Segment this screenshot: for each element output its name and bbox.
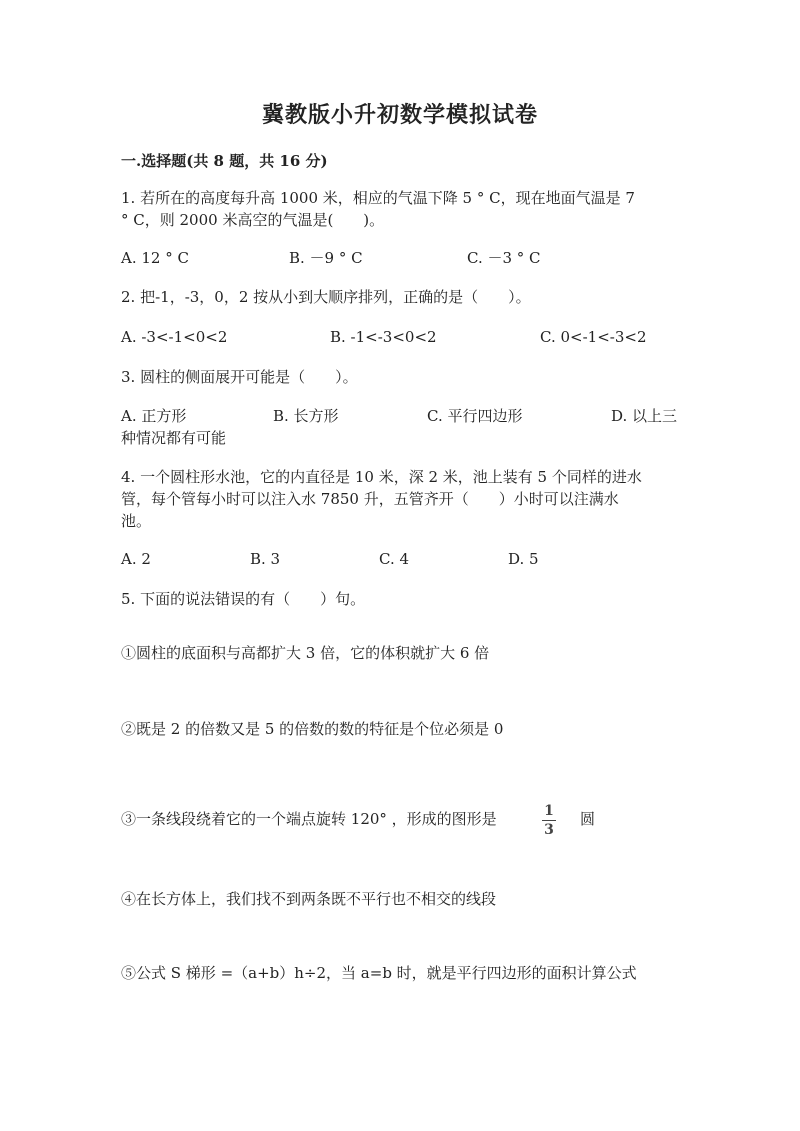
- question-3-text: 3. 圆柱的侧面展开可能是（ ）。: [121, 368, 358, 386]
- page-title: 冀教版小升初数学模拟试卷: [261, 102, 538, 128]
- fraction-denominator: 3: [544, 822, 554, 838]
- question-5-statement-5: ⑤公式 S 梯形 =（a+b）h÷2，当 a=b 时，就是平行四边形的面积计算公式: [121, 964, 637, 982]
- question-4-option-a: A. 2: [121, 550, 151, 568]
- question-4-line-1: 4. 一个圆柱形水池，它的内直径是 10 米，深 2 米，池上装有 5 个同样的进水: [121, 468, 642, 486]
- question-2-option-b: B. -1<-3<0<2: [330, 328, 437, 346]
- question-2-option-c: C. 0<-1<-3<2: [540, 328, 647, 346]
- question-4-option-b: B. 3: [250, 550, 281, 568]
- fraction-one-third: [540, 803, 558, 838]
- fraction-bar: [542, 820, 556, 821]
- question-1-line-1: 1. 若所在的高度每升高 1000 米，相应的气温下降 5 ° C，现在地面气温是 7: [121, 189, 635, 207]
- question-1-option-a: A. 12 ° C: [121, 249, 189, 267]
- question-4-line-2: 管，每个管每小时可以注入水 7850 升，五管齐开（ ）小时可以注满水: [121, 490, 619, 508]
- question-5-statement-3-end: 圆: [580, 810, 596, 828]
- question-5-statement-3: ③一条线段绕着它的一个端点旋转 120° ，形成的图形是: [121, 810, 497, 828]
- section-heading: 一.选择题(共 8 题，共 16 分): [121, 152, 328, 170]
- question-2-text: 2. 把-1，-3，0，2 按从小到大顺序排列，正确的是（ ）。: [121, 288, 531, 306]
- question-3-option-b: B. 长方形: [273, 407, 339, 425]
- fraction-numerator: 1: [544, 803, 554, 819]
- question-1-option-c: C. －3 ° C: [467, 249, 541, 267]
- question-1-line-2: ° C，则 2000 米高空的气温是( )。: [121, 211, 385, 229]
- question-2-option-a: A. -3<-1<0<2: [121, 328, 228, 346]
- question-4-option-d: D. 5: [508, 550, 539, 568]
- question-5-statement-2: ②既是 2 的倍数又是 5 的倍数的数的特征是个位必须是 0: [121, 720, 504, 738]
- question-3-option-d-continued: 种情况都有可能: [121, 429, 227, 447]
- question-5-statement-4: ④在长方体上，我们找不到两条既不平行也不相交的线段: [121, 890, 497, 908]
- question-5-text: 5. 下面的说法错误的有（ ）句。: [121, 590, 366, 608]
- question-4-line-3: 池。: [121, 512, 152, 530]
- question-5-statement-1: ①圆柱的底面积与高都扩大 3 倍，它的体积就扩大 6 倍: [121, 644, 490, 662]
- question-4-option-c: C. 4: [379, 550, 410, 568]
- question-3-option-c: C. 平行四边形: [427, 407, 523, 425]
- question-3-option-d: D. 以上三: [611, 407, 678, 425]
- question-1-option-b: B. －9 ° C: [289, 249, 363, 267]
- question-3-option-a: A. 正方形: [121, 407, 187, 425]
